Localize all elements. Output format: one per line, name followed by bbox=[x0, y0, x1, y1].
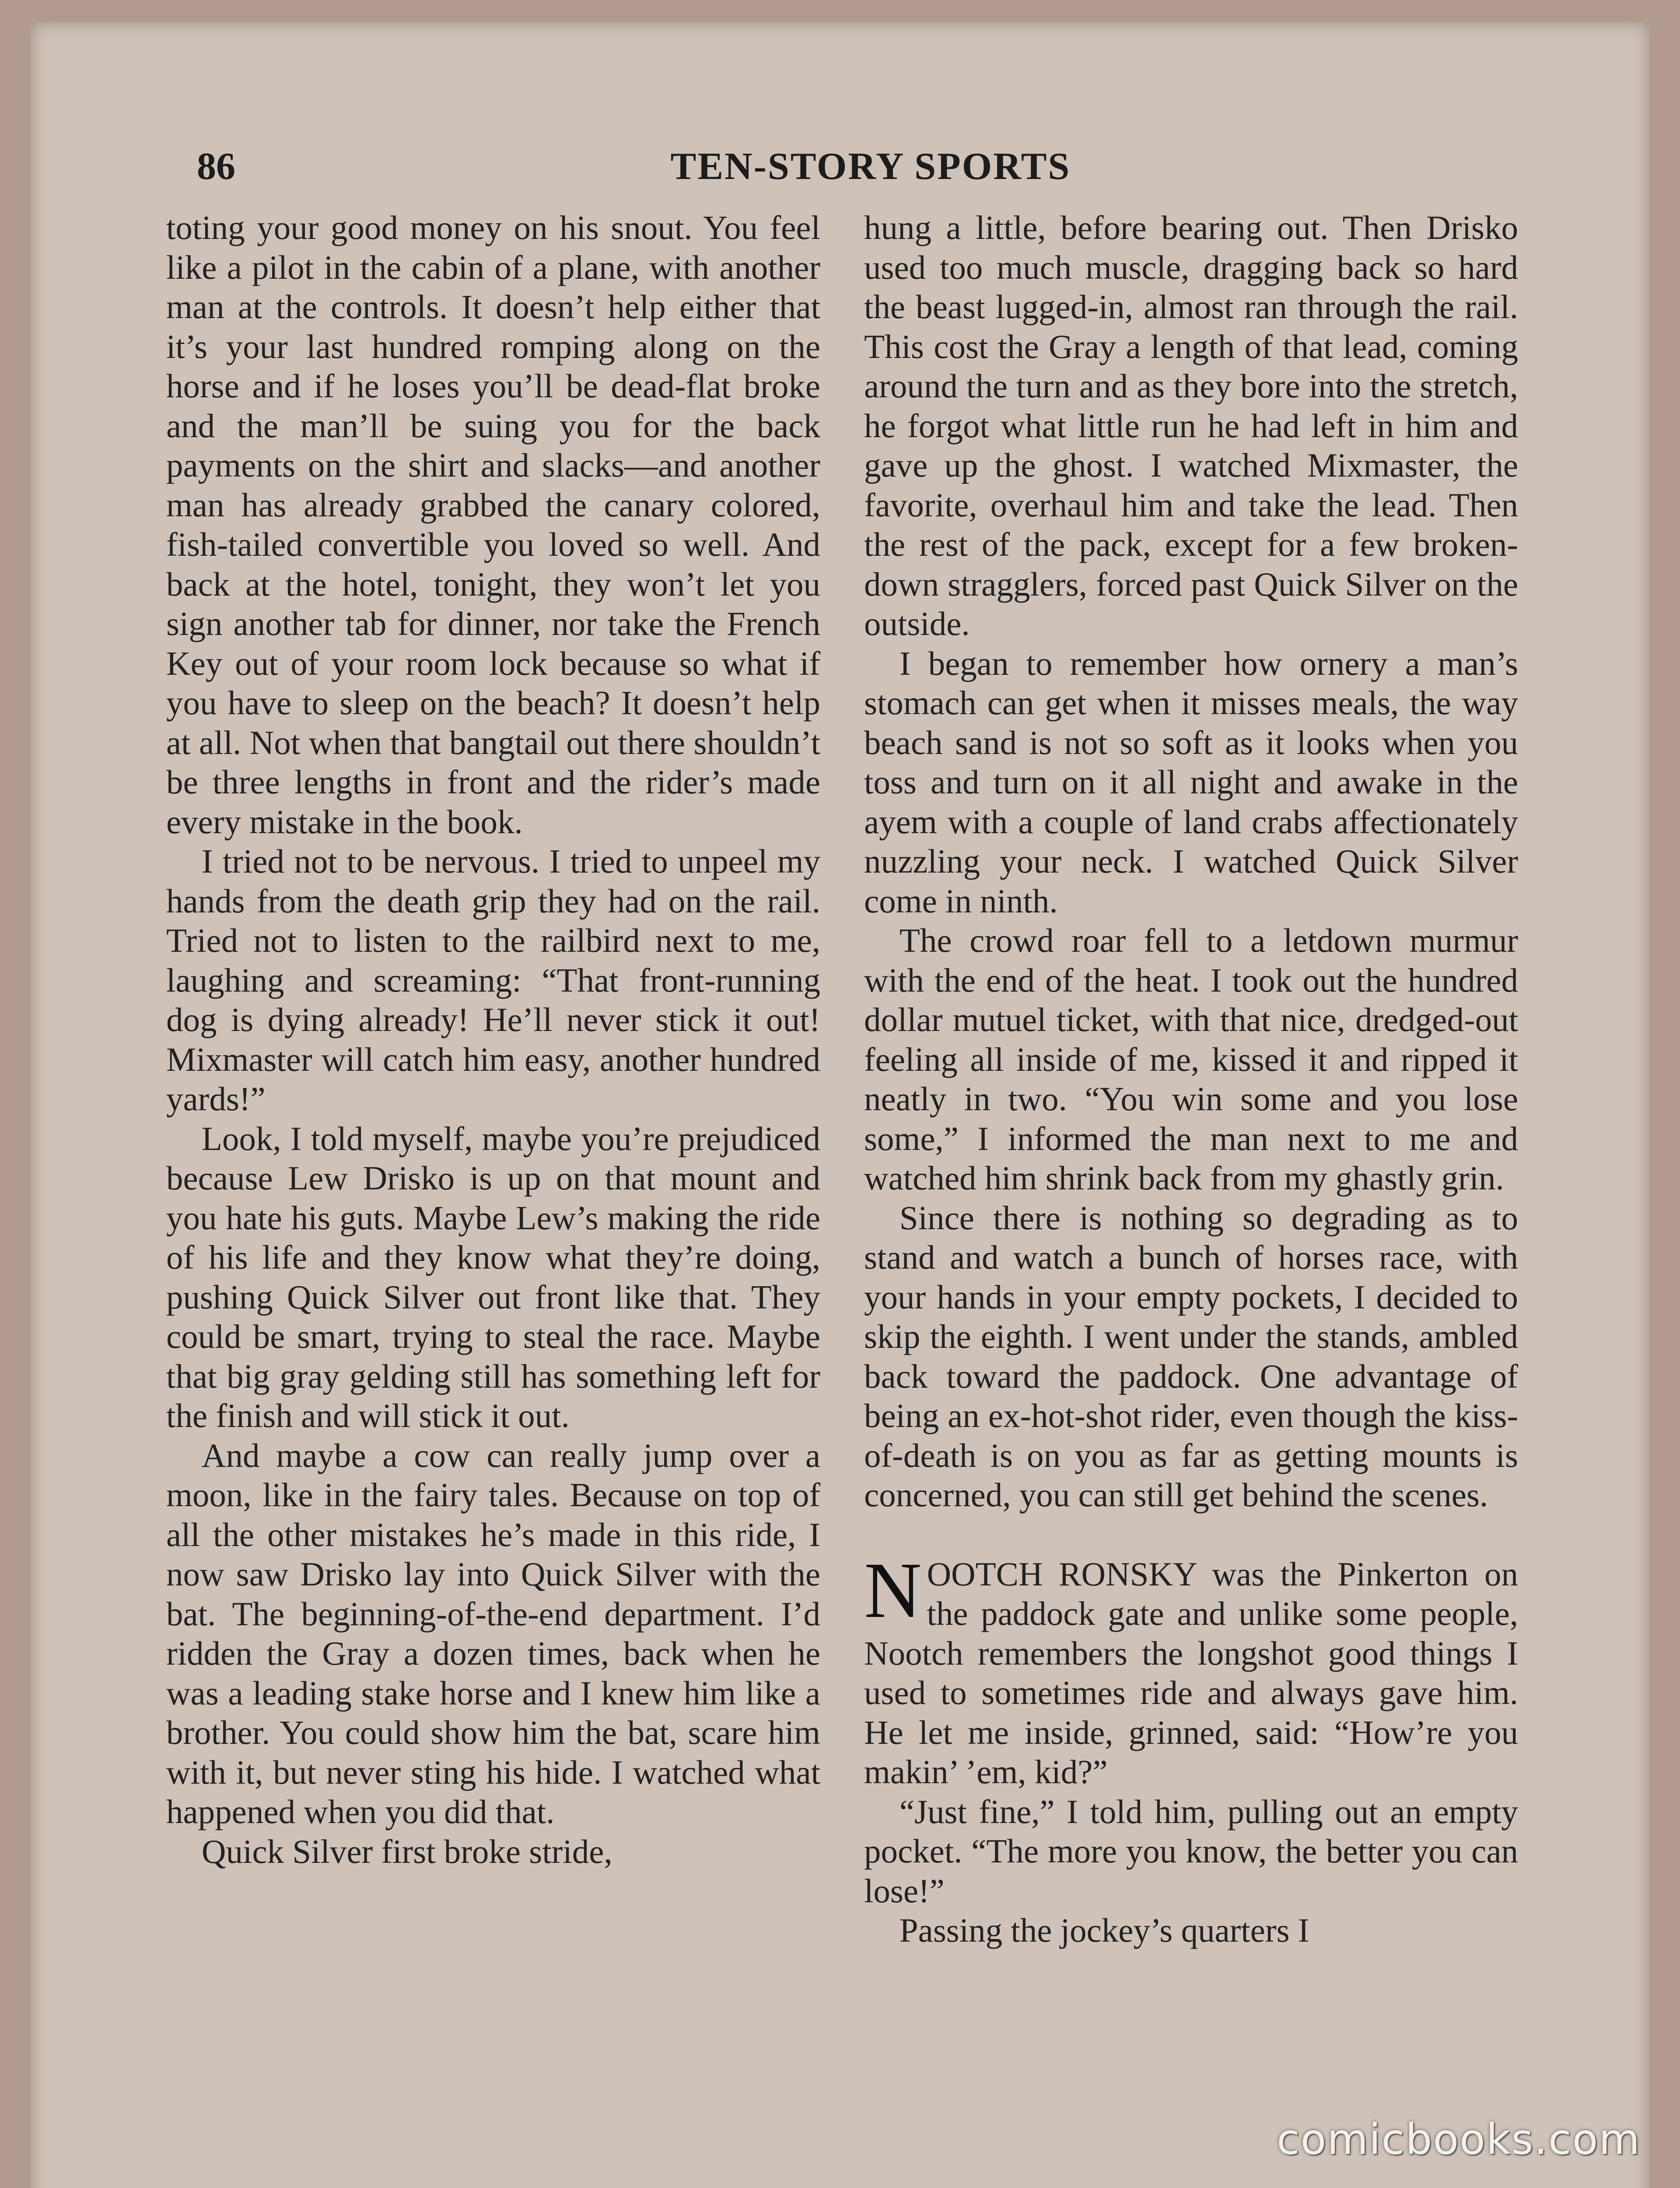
paragraph: Look, I told myself, maybe you’re prejudiced because Lew Drisko is up on that mount and you hate his guts. Maybe Lew’s making the ride of his life and they know what they’re doing, pushing Quick Silver out front like that. They could be smart, trying to steal the race. Maybe that big gray gelding still has something left for the finish and will stick it out. bbox=[166, 1119, 820, 1434]
paragraph: “Just fine,” I told him, pulling out an empty pocket. “The more you know, the better you can lose!” bbox=[864, 1792, 1518, 1910]
section-lead-in: OOTCH RONSKY bbox=[927, 1555, 1196, 1593]
paragraph: Since there is nothing so degrading as to stand and watch a bunch of horses race, with your hands in your empty pockets, I decided to skip the eighth. I went under the stands, ambled back toward the paddock. One advantage of being an ex-hot-shot rider, even though the kiss-of-death is on you as far as getting mounts is concerned, you can still get behind the scenes. bbox=[864, 1199, 1518, 1514]
left-column bbox=[166, 208, 820, 1871]
paragraph: hung a little, before bearing out. Then Drisko used too much muscle, dragging back so hard the beast lugged-in, almost ran through the rail. This cost the Gray a length of that lead, coming around the turn and as they bore into the stretch, he forgot what little run he had left in him and gave up the ghost. I watched Mixmaster, the favorite, overhaul him and take the lead. Then the rest of the pack, except for a few broken-down stragglers, forced past Quick Silver on the outside. bbox=[864, 209, 1518, 642]
paragraph: Quick Silver first broke stride, bbox=[201, 1832, 612, 1870]
right-column bbox=[864, 208, 1518, 1950]
paragraph: And maybe a cow can really jump over a moon, like in the fairy tales. Because on top of all the other mistakes he’s made in this ride, I now saw Drisko lay into Quick Silver with the bat. The beginning-of-the-end department. I’d ridden the Gray a dozen times, back when he was a leading stake horse and I knew him like a brother. You could show him the bat, scare him with it, but never sting his hide. I watched what happened when you did that. bbox=[166, 1436, 820, 1830]
drop-cap: N bbox=[864, 1546, 922, 1634]
paragraph: Passing the jockey’s quarters I bbox=[899, 1911, 1309, 1949]
page-number: 86 bbox=[197, 145, 235, 188]
paragraph: I tried not to be nervous. I tried to unpeel my hands from the death grip they had on the rail. Tried not to listen to the railbird next to me, laughing and screaming: “That front-running dog is dying already! He’ll never stick it out! Mixmaster will catch him easy, another hundred yards!” bbox=[166, 842, 820, 1118]
paragraph: The crowd roar fell to a letdown murmur with the end of the heat. I took out the hundred dollar mutuel ticket, with that nice, dredged-out feeling all inside of me, kissed it and ripped it neatly in two. “You win some and you lose some,” I informed the man next to me and watched him shrink back from my ghastly grin. bbox=[864, 922, 1518, 1197]
watermark: comicbooks.com bbox=[1276, 2115, 1641, 2164]
section-start-paragraph bbox=[864, 1546, 1518, 1792]
section-first-text: was the Pinkerton on the paddock gate and unlike some people, Nootch remembers the longshot good things I used to sometimes ride and always gave him. He let me inside, grinned, said: “How’re you makin’ ’em, kid?” bbox=[864, 1555, 1518, 1791]
page-header bbox=[197, 131, 1544, 197]
paragraph: I began to remember how ornery a man’s stomach can get when it misses meals, the way beach sand is not so soft as it looks when you toss and turn on it all night and awake in the ayem with a couple of land crabs affectionately nuzzling your neck. I watched Quick Silver come in ninth. bbox=[864, 644, 1518, 920]
magazine-title: TEN-STORY SPORTS bbox=[670, 145, 1071, 188]
paragraph: toting your good money on his snout. You feel like a pilot in the cabin of a plane, with another man at the controls. It doesn’t help either that it’s your last hundred romping along on the horse and if he loses you’ll be dead-flat broke and the man’ll be suing you for the back payments on the shirt and slacks—and another man has already grabbed the canary colored, fish-tailed convertible you loved so well. And back at the hotel, tonight, they won’t let you sign another tab for dinner, nor take the French Key out of your room lock because so what if you have to sleep on the beach? It doesn’t help at all. Not when that bangtail out there shouldn’t be three lengths in front and the rider’s made every mistake in the book. bbox=[166, 209, 820, 841]
